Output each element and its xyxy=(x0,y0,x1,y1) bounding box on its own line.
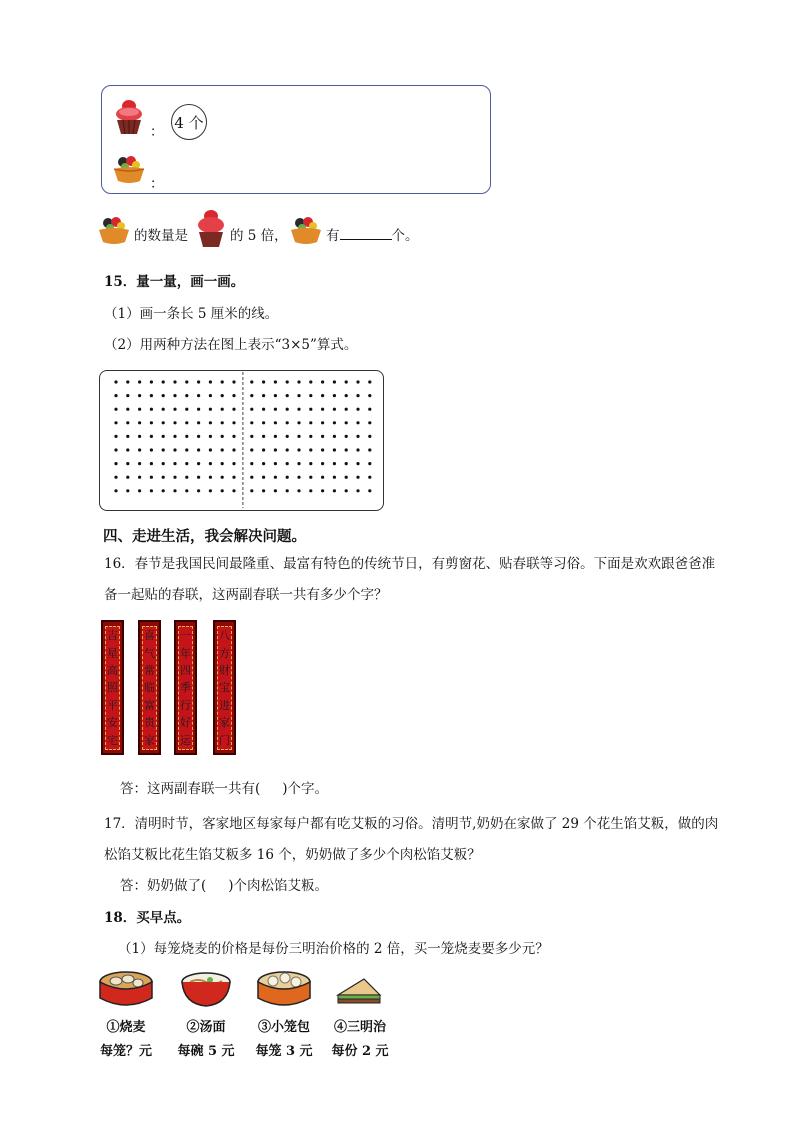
grid-dot xyxy=(114,462,117,465)
food-price-2: 每碗 5 元 xyxy=(177,1044,235,1059)
grid-dot xyxy=(286,435,289,438)
couplet-char: 季 xyxy=(180,681,191,695)
grid-dot xyxy=(356,462,359,465)
grid-dot xyxy=(114,421,117,424)
grid-dot xyxy=(286,462,289,465)
grid-dot xyxy=(250,394,253,397)
grid-dot xyxy=(368,489,371,492)
grid-dot xyxy=(232,448,235,451)
grid-dot xyxy=(138,421,141,424)
couplet-char: 家 xyxy=(144,733,155,747)
dot-grid[interactable] xyxy=(99,370,385,512)
grid-dot xyxy=(333,435,336,438)
grid-dot xyxy=(274,380,277,383)
grid-dot xyxy=(333,408,336,411)
q17-answer-suffix: )个肉松馅艾粄。 xyxy=(228,878,329,894)
grid-dot xyxy=(356,421,359,424)
unit-label: 个。 xyxy=(391,228,419,244)
grid-dot xyxy=(345,448,348,451)
grid-dot xyxy=(162,394,165,397)
q14-text-2: 的 5 倍， xyxy=(230,228,288,244)
grid-dot xyxy=(114,380,117,383)
grid-dot xyxy=(232,380,235,383)
grid-dot xyxy=(150,476,153,479)
grid-dot xyxy=(297,380,300,383)
grid-dot xyxy=(138,462,141,465)
grid-dot xyxy=(232,435,235,438)
couplet-char: 喜 xyxy=(144,629,155,643)
couplet-3 xyxy=(174,620,197,755)
grid-dot xyxy=(274,476,277,479)
grid-dot xyxy=(286,421,289,424)
grid-dot xyxy=(356,380,359,383)
grid-dot xyxy=(297,408,300,411)
q18-title: 18．买早点。 xyxy=(104,910,191,926)
grid-dot xyxy=(173,435,176,438)
grid-dot xyxy=(356,394,359,397)
fruit-tart-icon xyxy=(96,214,132,248)
grid-dot xyxy=(221,408,224,411)
grid-dot xyxy=(286,394,289,397)
grid-dot xyxy=(356,448,359,451)
couplet-char: 行 xyxy=(180,698,191,712)
grid-dot xyxy=(309,489,312,492)
grid-dot xyxy=(150,448,153,451)
grid-dot xyxy=(114,489,117,492)
grid-dot xyxy=(162,476,165,479)
grid-dot xyxy=(274,462,277,465)
section-title: 四、走进生活，我会解决问题。 xyxy=(103,528,306,545)
grid-dot xyxy=(162,435,165,438)
steamer-buns-icon xyxy=(256,968,312,1012)
grid-dot xyxy=(309,421,312,424)
grid-dot xyxy=(297,435,300,438)
grid-dot xyxy=(221,489,224,492)
grid-dot xyxy=(150,489,153,492)
grid-dot xyxy=(262,435,265,438)
grid-dot xyxy=(321,489,324,492)
couplet-char: 好 xyxy=(180,716,191,730)
grid-dot xyxy=(150,380,153,383)
grid-dot xyxy=(286,489,289,492)
grid-dot xyxy=(250,421,253,424)
q15-title: 15．量一量，画一画。 xyxy=(104,274,245,290)
food-name-3: ③小笼包 xyxy=(257,1020,310,1035)
grid-dot xyxy=(345,394,348,397)
q14-text-1: 的数量是 xyxy=(134,228,188,244)
grid-dot xyxy=(286,476,289,479)
grid-dot xyxy=(262,448,265,451)
grid-dot xyxy=(250,380,253,383)
grid-dot xyxy=(368,380,371,383)
couplet-char: 高 xyxy=(107,664,118,678)
grid-dot xyxy=(333,462,336,465)
food-name-1: ①烧麦 xyxy=(106,1020,146,1035)
grid-dot xyxy=(345,476,348,479)
couplet-char: 安 xyxy=(107,716,118,730)
q18-item1: （1）每笼烧麦的价格是每份三明治价格的 2 倍，买一笼烧麦要多少元？ xyxy=(118,941,549,957)
grid-dot xyxy=(333,394,336,397)
grid-dot xyxy=(185,394,188,397)
grid-dot xyxy=(262,489,265,492)
count-value: 4 个 xyxy=(174,113,204,132)
grid-dot xyxy=(138,380,141,383)
grid-dot xyxy=(232,462,235,465)
grid-dot xyxy=(274,448,277,451)
grid-dot xyxy=(221,435,224,438)
grid-dot xyxy=(197,435,200,438)
food-name-2: ②汤面 xyxy=(186,1020,226,1035)
grid-dot xyxy=(274,394,277,397)
grid-dot xyxy=(250,408,253,411)
couplet-char: 一 xyxy=(180,629,191,643)
grid-dot xyxy=(297,489,300,492)
grid-dot xyxy=(232,476,235,479)
q17-answer xyxy=(120,874,328,894)
grid-dot xyxy=(221,462,224,465)
grid-dot xyxy=(262,394,265,397)
grid-dot xyxy=(321,408,324,411)
grid-dot xyxy=(333,476,336,479)
grid-dot xyxy=(197,394,200,397)
grid-dot xyxy=(162,448,165,451)
grid-dot xyxy=(197,408,200,411)
grid-dot xyxy=(368,408,371,411)
grid-dot xyxy=(126,462,129,465)
grid-dot xyxy=(262,462,265,465)
q15-item2: （2）用两种方法在图上表示“3×5”算式。 xyxy=(104,337,358,353)
couplet-char: 四 xyxy=(180,664,191,678)
couplet-char: 常 xyxy=(144,664,155,678)
grid-dot xyxy=(185,476,188,479)
grid-dot xyxy=(126,435,129,438)
colon-2: ： xyxy=(150,176,164,192)
q15-item1: （1）画一条长 5 厘米的线。 xyxy=(104,306,279,322)
grid-dot xyxy=(197,476,200,479)
grid-dot xyxy=(262,408,265,411)
couplet-char: 宅 xyxy=(107,733,118,747)
grid-dot xyxy=(321,448,324,451)
grid-dot xyxy=(345,421,348,424)
colon-1: ： xyxy=(150,124,164,140)
grid-dot xyxy=(162,489,165,492)
grid-dot xyxy=(250,435,253,438)
count-circle xyxy=(171,104,207,140)
grid-dot xyxy=(274,421,277,424)
grid-dot xyxy=(368,462,371,465)
grid-dot xyxy=(309,435,312,438)
grid-dot xyxy=(356,435,359,438)
q16-answer-prefix: 答：这两副春联一共有( xyxy=(120,781,261,797)
steamer-shaomai-icon xyxy=(98,968,154,1012)
grid-dot xyxy=(309,448,312,451)
grid-dot xyxy=(162,421,165,424)
grid-dot xyxy=(250,462,253,465)
grid-dot xyxy=(173,476,176,479)
q16-answer-suffix: )个字。 xyxy=(282,781,329,797)
grid-dot xyxy=(297,394,300,397)
grid-dot xyxy=(297,448,300,451)
couplet-char: 财 xyxy=(219,664,230,678)
q16-answer xyxy=(120,777,328,797)
q17-line2: 松馅艾粄比花生馅艾粄多 16 个，奶奶做了多少个肉松馅艾粄？ xyxy=(104,847,481,863)
grid-dot xyxy=(232,408,235,411)
has-label: 有 xyxy=(326,228,340,244)
grid-dot xyxy=(368,394,371,397)
grid-dot xyxy=(209,380,212,383)
grid-dot xyxy=(114,394,117,397)
grid-dot xyxy=(162,462,165,465)
couplet-char: 门 xyxy=(219,733,230,747)
grid-dot xyxy=(197,462,200,465)
grid-dot xyxy=(274,435,277,438)
couplet-char: 方 xyxy=(219,646,230,660)
sandwich-icon xyxy=(334,975,384,1007)
grid-dot xyxy=(209,421,212,424)
grid-dot xyxy=(250,476,253,479)
grid-dot xyxy=(333,489,336,492)
grid-dot xyxy=(232,394,235,397)
answer-blank[interactable] xyxy=(340,225,392,240)
grid-dot xyxy=(185,421,188,424)
grid-dot xyxy=(114,408,117,411)
q14-text-3 xyxy=(326,224,419,244)
grid-dot xyxy=(221,448,224,451)
grid-dot xyxy=(345,408,348,411)
grid-dot xyxy=(150,421,153,424)
grid-dot xyxy=(297,476,300,479)
q16-line1: 16．春节是我国民间最隆重、最富有特色的传统节日，有剪窗花、贴春联等习俗。下面是欢欢跟爸爸准 xyxy=(104,556,716,572)
couplet-char: 家 xyxy=(219,716,230,730)
couplet-char: 八 xyxy=(219,629,230,643)
grid-dot xyxy=(221,421,224,424)
grid-dot xyxy=(209,462,212,465)
grid-dot xyxy=(114,476,117,479)
grid-dot xyxy=(162,408,165,411)
grid-dot xyxy=(138,489,141,492)
grid-dot xyxy=(114,448,117,451)
grid-dot xyxy=(173,448,176,451)
grid-dot xyxy=(274,408,277,411)
grid-dot xyxy=(356,476,359,479)
couplet-char: 进 xyxy=(219,698,230,712)
grid-dot xyxy=(197,380,200,383)
grid-dot xyxy=(138,448,141,451)
grid-dot xyxy=(126,476,129,479)
grid-dot xyxy=(150,462,153,465)
grid-dot xyxy=(185,448,188,451)
grid-dot xyxy=(138,476,141,479)
q17-line1: 17．清明时节，客家地区每家每户都有吃艾粄的习俗。清明节,奶奶在家做了 29 个花生馅艾粄，做的肉 xyxy=(104,816,719,832)
grid-dot xyxy=(173,380,176,383)
cupcake-icon xyxy=(194,207,228,251)
grid-dot xyxy=(333,421,336,424)
grid-dot xyxy=(138,394,141,397)
grid-dot xyxy=(126,489,129,492)
couplet-char: 年 xyxy=(180,646,191,660)
grid-dot xyxy=(126,408,129,411)
grid-dot xyxy=(297,462,300,465)
grid-dot xyxy=(150,394,153,397)
couplet-char: 临 xyxy=(144,681,155,695)
fruit-tart-icon xyxy=(288,214,324,248)
couplet-1 xyxy=(101,620,124,755)
grid-dot xyxy=(221,380,224,383)
food-price-3: 每笼 3 元 xyxy=(255,1044,313,1059)
couplet-char: 气 xyxy=(144,646,155,660)
grid-dot xyxy=(185,408,188,411)
couplet-char: 平 xyxy=(107,698,118,712)
grid-dot xyxy=(173,489,176,492)
grid-dot xyxy=(185,462,188,465)
grid-dot xyxy=(345,380,348,383)
grid-dot xyxy=(126,448,129,451)
grid-dot xyxy=(209,408,212,411)
grid-dot xyxy=(250,448,253,451)
grid-dot xyxy=(126,380,129,383)
grid-dot xyxy=(162,380,165,383)
grid-dot xyxy=(262,476,265,479)
grid-dot xyxy=(221,394,224,397)
couplet-2 xyxy=(138,620,161,755)
grid-dot xyxy=(333,448,336,451)
grid-dot xyxy=(309,380,312,383)
grid-dot xyxy=(209,394,212,397)
grid-dot xyxy=(321,421,324,424)
grid-dot xyxy=(197,448,200,451)
grid-dot xyxy=(309,394,312,397)
grid-dot xyxy=(232,489,235,492)
couplet-char: 宝 xyxy=(219,681,230,695)
grid-dot xyxy=(309,462,312,465)
couplet-char: 运 xyxy=(180,733,191,747)
grid-dot xyxy=(262,380,265,383)
grid-dot xyxy=(345,435,348,438)
grid-dot xyxy=(250,489,253,492)
grid-dot xyxy=(114,435,117,438)
q17-answer-prefix: 答：奶奶做了( xyxy=(120,878,207,894)
grid-dot xyxy=(286,408,289,411)
grid-dot xyxy=(356,408,359,411)
food-name-4: ④三明治 xyxy=(333,1020,386,1035)
couplet-char: 贵 xyxy=(144,716,155,730)
grid-dot xyxy=(126,394,129,397)
grid-dot xyxy=(368,421,371,424)
grid-dot xyxy=(173,408,176,411)
grid-dot xyxy=(368,435,371,438)
grid-dot xyxy=(209,476,212,479)
grid-dot xyxy=(321,476,324,479)
grid-dot xyxy=(345,489,348,492)
grid-dot xyxy=(185,380,188,383)
couplet-char: 富 xyxy=(144,698,155,712)
grid-dot xyxy=(274,489,277,492)
grid-dot xyxy=(197,489,200,492)
grid-dot xyxy=(173,462,176,465)
grid-dot xyxy=(150,435,153,438)
grid-dot xyxy=(368,476,371,479)
grid-dot xyxy=(221,476,224,479)
grid-dot xyxy=(138,435,141,438)
cupcake-icon xyxy=(111,96,147,138)
food-price-1: 每笼？元 xyxy=(99,1044,152,1059)
fruit-tart-icon xyxy=(111,152,147,188)
couplet-char: 吉 xyxy=(107,629,118,643)
grid-dot xyxy=(150,408,153,411)
grid-dot xyxy=(309,476,312,479)
grid-dot xyxy=(321,380,324,383)
grid-dot xyxy=(286,448,289,451)
food-price-4: 每份 2 元 xyxy=(331,1044,389,1059)
couplet-4 xyxy=(213,620,236,755)
grid-dot xyxy=(286,380,289,383)
grid-dot xyxy=(209,435,212,438)
grid-dot xyxy=(173,394,176,397)
grid-dot xyxy=(321,462,324,465)
couplet-char: 照 xyxy=(107,681,118,695)
grid-dot xyxy=(262,421,265,424)
grid-dot xyxy=(185,489,188,492)
grid-dot xyxy=(297,421,300,424)
grid-dot xyxy=(232,421,235,424)
q16-line2: 备一起贴的春联，这两副春联一共有多少个字？ xyxy=(104,587,388,603)
grid-dot xyxy=(333,380,336,383)
grid-dot xyxy=(209,489,212,492)
grid-dot xyxy=(321,394,324,397)
grid-dot xyxy=(309,408,312,411)
grid-dot xyxy=(356,489,359,492)
couplet-char: 星 xyxy=(107,646,118,660)
grid-dot xyxy=(345,462,348,465)
grid-dot xyxy=(138,408,141,411)
grid-dot xyxy=(126,421,129,424)
grid-dot xyxy=(321,435,324,438)
grid-dot xyxy=(209,448,212,451)
grid-dot xyxy=(368,448,371,451)
grid-dot xyxy=(173,421,176,424)
grid-dot xyxy=(197,421,200,424)
noodle-bowl-icon xyxy=(180,970,232,1010)
grid-dot xyxy=(185,435,188,438)
